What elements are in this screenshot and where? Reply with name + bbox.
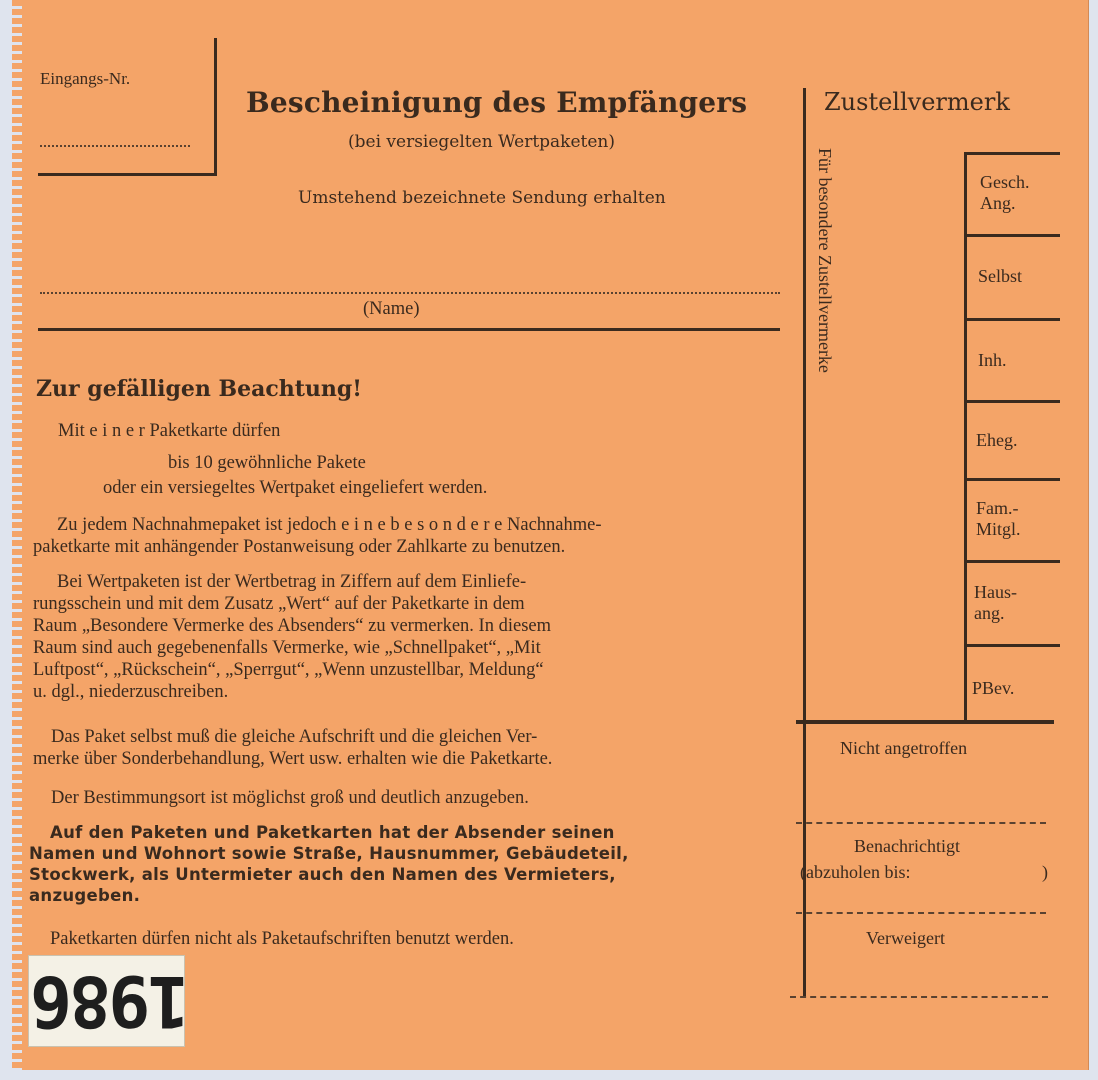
notice-paragraph-2 [33, 571, 551, 703]
eingangs-box-bottom-rule [38, 173, 217, 176]
box-label: Haus- [974, 582, 1017, 602]
number-stamp [28, 955, 190, 1047]
para2-line: Raum „Besondere Vermerke des Absenders“ zu vermerken. In diesem [33, 616, 551, 636]
notice-paragraph-4: Der Bestimmungsort ist möglichst groß und deutlich anzugeben. [51, 788, 529, 808]
page-subtitle: (bei versiegelten Wertpaketen) [348, 132, 616, 152]
box-pbev: PBev. [972, 678, 1015, 698]
box-selbst: Selbst [978, 266, 1023, 286]
box-hausang [974, 582, 1017, 624]
eingangs-label: Eingangs-Nr. [40, 69, 131, 88]
notice-paragraph-1 [33, 514, 602, 558]
bold-line: Stockwerk, als Untermieter auch den Namen des Vermieters, [29, 865, 616, 884]
page-title: Bescheinigung des Empfängers [246, 86, 748, 119]
box-inh: Inh. [978, 350, 1007, 370]
notice-footer: Paketkarten dürfen nicht als Paketaufschriften benutzt werden. [50, 929, 514, 949]
verweigert: Verweigert [866, 928, 945, 948]
para2-line: Luftpost“, „Rückschein“, „Sperrgut“, „Wenn unzustellbar, Meldung“ [33, 660, 544, 680]
zustell-boxes-bottom-rule [796, 720, 1054, 724]
zustell-box-rule [966, 400, 1060, 403]
receipt-card [18, 0, 1089, 1070]
para2-line: rungsschein und mit dem Zusatz „Wert“ auf der Paketkarte in dem [33, 594, 525, 614]
para2-line: u. dgl., niederzuschreiben. [33, 682, 229, 702]
bold-line: anzugeben. [29, 886, 141, 905]
notice-paragraph-3 [33, 726, 552, 770]
box-label: Ang. [980, 193, 1016, 213]
name-label: (Name) [363, 299, 420, 319]
name-dotted-line [40, 292, 780, 294]
box-label: Fam.- [976, 498, 1019, 518]
box-label: Mitgl. [976, 519, 1021, 539]
abzuholen-close-paren: ) [1042, 862, 1048, 882]
eingangs-box-right-rule [214, 38, 217, 176]
box-eheg: Eheg. [976, 430, 1018, 450]
bold-line: Auf den Paketen und Paketkarten hat der Absender seinen [50, 823, 615, 842]
zustell-dashed-line [796, 912, 1046, 914]
zustell-box-rule [966, 318, 1060, 321]
zustell-box-rule [966, 152, 1060, 155]
bold-line: Namen und Wohnort sowie Straße, Hausnummer, Gebäudeteil, [29, 844, 629, 863]
box-gesch-ang [980, 172, 1029, 214]
header-bottom-rule [38, 328, 780, 331]
zustell-box-rule [966, 644, 1060, 647]
received-text: Umstehend bezeichnete Sendung erhalten [298, 188, 666, 208]
zustell-box-rule [966, 560, 1060, 563]
para3-line: merke über Sonderbehandlung, Wert usw. erhalten wie die Paketkarte. [33, 749, 553, 769]
notice-heading: Zur gefälligen Beachtung! [36, 376, 362, 402]
para3-line: Das Paket selbst muß die gleiche Aufschrift und die gleichen Ver- [51, 727, 538, 747]
notice-bold-paragraph [29, 822, 629, 906]
zustell-box-rule [966, 478, 1060, 481]
para1-line: Zu jedem Nachnahmepaket ist jedoch e i n e b e s o n d e r e Nachnahme- [57, 515, 602, 535]
benachrichtigt: Benachrichtigt [854, 836, 960, 856]
notice-line-3: oder ein versiegeltes Wertpaket eingeliefert werden. [103, 478, 488, 498]
zustell-box-rule [966, 234, 1060, 237]
para1-line: paketkarte mit anhängender Postanweisung oder Zahlkarte zu benutzen. [33, 537, 566, 557]
para2-line: Raum sind auch gegebenenfalls Vermerke, wie „Schnellpaket“, „Mit [33, 638, 541, 658]
zustell-title: Zustellvermerk [824, 88, 1010, 116]
abzuholen-bis: (abzuholen bis: [800, 862, 911, 882]
eingangs-dotted-line [40, 145, 190, 147]
nicht-angetroffen: Nicht angetroffen [840, 738, 968, 758]
para2-line: Bei Wertpaketen ist der Wertbetrag in Ziffern auf dem Einliefe- [57, 572, 527, 592]
zustell-vertical-label: Für besondere Zustellvermerke [815, 148, 835, 373]
zustell-dashed-line [796, 822, 1046, 824]
box-fam-mitgl [976, 498, 1021, 540]
box-label: ang. [974, 603, 1005, 623]
box-label: Gesch. [980, 172, 1030, 192]
notice-line-2: bis 10 gewöhnliche Pakete [168, 453, 366, 473]
zustell-bottom-dashed-line [790, 996, 1048, 998]
stamp-number: 1986 [33, 960, 190, 1042]
zustell-boxes-left-rule [964, 152, 967, 720]
notice-line-1: Mit e i n e r Paketkarte dürfen [58, 421, 281, 441]
